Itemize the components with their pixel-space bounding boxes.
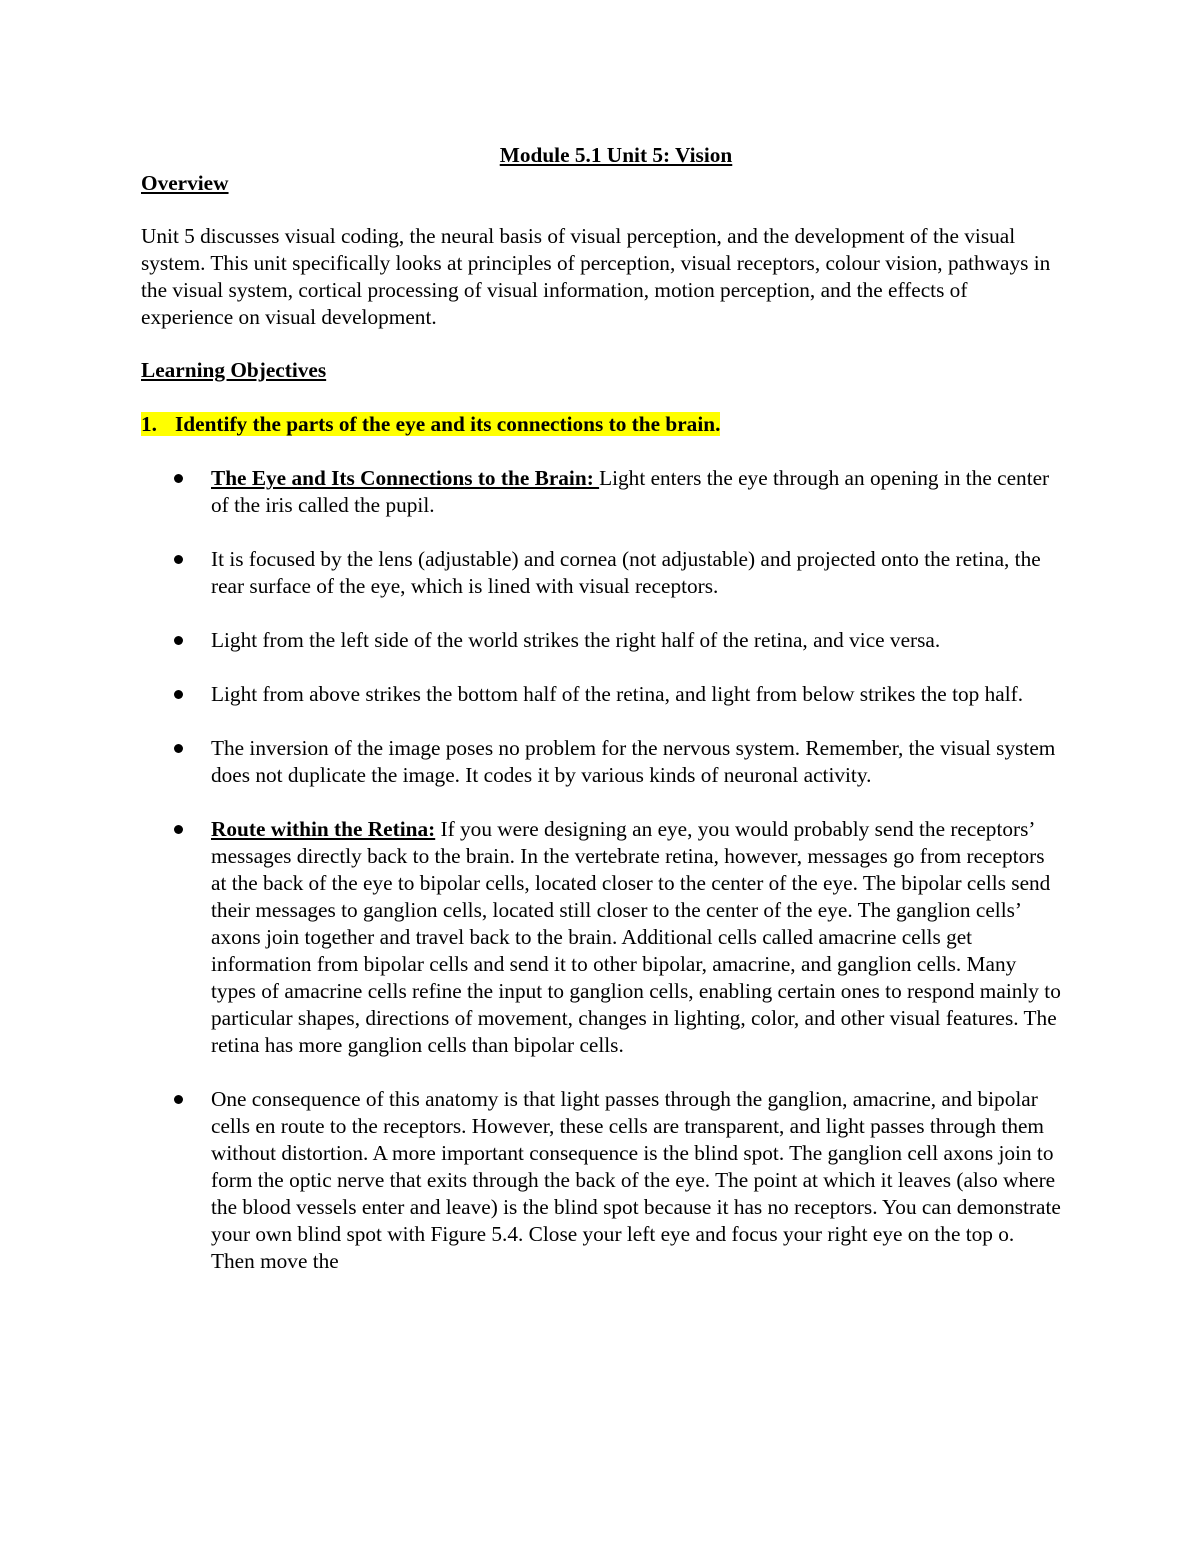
bullet-icon: [174, 744, 183, 753]
bullet-item: [141, 627, 1061, 654]
objective-text: Identify the parts of the eye and its connections to the brain.: [175, 412, 721, 436]
bullet-item: [141, 1086, 1061, 1275]
bullet-icon: [174, 690, 183, 699]
bullet-text: The inversion of the image poses no problem for the nervous system. Remember, the visual system does not duplicate the image. It codes it by various kinds of neuronal activity.: [211, 736, 1056, 787]
overview-paragraph: Unit 5 discusses visual coding, the neural basis of visual perception, and the development of the visual system. This unit specifically looks at principles of perception, visual receptors, colour vision, pathways in the visual system, cortical processing of visual information, motion perception, and the effects of experience on visual development.: [141, 224, 1051, 329]
overview-heading: Overview: [141, 171, 229, 195]
bullet-text: If you were designing an eye, you would probably send the receptors’ messages directly back to the brain. In the vertebrate retina, however, messages go from receptors at the back of the eye to bipolar cells, located closer to the center of the eye. The bipolar cells send their messages to ganglion cells, located still closer to the center of the eye. The ganglion cells’ axons join together and travel back to the brain. Additional cells called amacrine cells get information from bipolar cells and send it to other bipolar, amacrine, and ganglion cells. Many types of amacrine cells refine the input to ganglion cells, enabling certain ones to respond mainly to particular shapes, directions of movement, changes in lighting, color, and other visual features. The retina has more ganglion cells than bipolar cells.: [211, 817, 1061, 1057]
bullet-item: [141, 816, 1061, 1059]
bullet-item: [141, 735, 1061, 789]
bullet-lead: The Eye and Its Connections to the Brain:: [211, 466, 600, 490]
bullet-lead: Route within the Retina:: [211, 817, 436, 841]
bullet-item: [141, 546, 1061, 600]
learning-objectives-heading: Learning Objectives: [141, 358, 327, 382]
bullet-text: One consequence of this anatomy is that light passes through the ganglion, amacrine, and bipolar cells en route to the receptors. However, these cells are transparent, and light passes through them without distortion. A more important consequence is the blind spot. The ganglion cell axons join to form the optic nerve that exits through the back of the eye. The point at which it leaves (also where the blood vessels enter and leave) is the blind spot because it has no receptors. You can demonstrate your own blind spot with Figure 5.4. Close your left eye and focus your right eye on the top o. Then move the: [211, 1087, 1061, 1273]
bullet-icon: [174, 636, 183, 645]
document-title: Module 5.1 Unit 5: Vision: [499, 143, 733, 167]
bullet-icon: [174, 474, 183, 483]
bullet-icon: [174, 825, 183, 834]
learning-objective-1: [141, 411, 1061, 438]
bullet-icon: [174, 555, 183, 564]
bullet-text: It is focused by the lens (adjustable) and cornea (not adjustable) and projected onto the retina, the rear surface of the eye, which is lined with visual receptors.: [211, 547, 1041, 598]
bullet-item: [141, 465, 1061, 519]
bullet-item: [141, 681, 1061, 708]
bullet-text: Light from the left side of the world strikes the right half of the retina, and vice versa.: [211, 628, 941, 652]
document-body: [141, 140, 1061, 1302]
objective-highlight: [141, 412, 720, 436]
bullet-text: Light enters the eye through an opening in the center of the iris called the pupil.: [211, 466, 1050, 517]
bullet-icon: [174, 1095, 183, 1104]
bullet-text: Light from above strikes the bottom half of the retina, and light from below strikes the top half.: [211, 682, 1024, 706]
bullet-list: [141, 465, 1061, 1275]
objective-number: 1.: [141, 412, 157, 436]
